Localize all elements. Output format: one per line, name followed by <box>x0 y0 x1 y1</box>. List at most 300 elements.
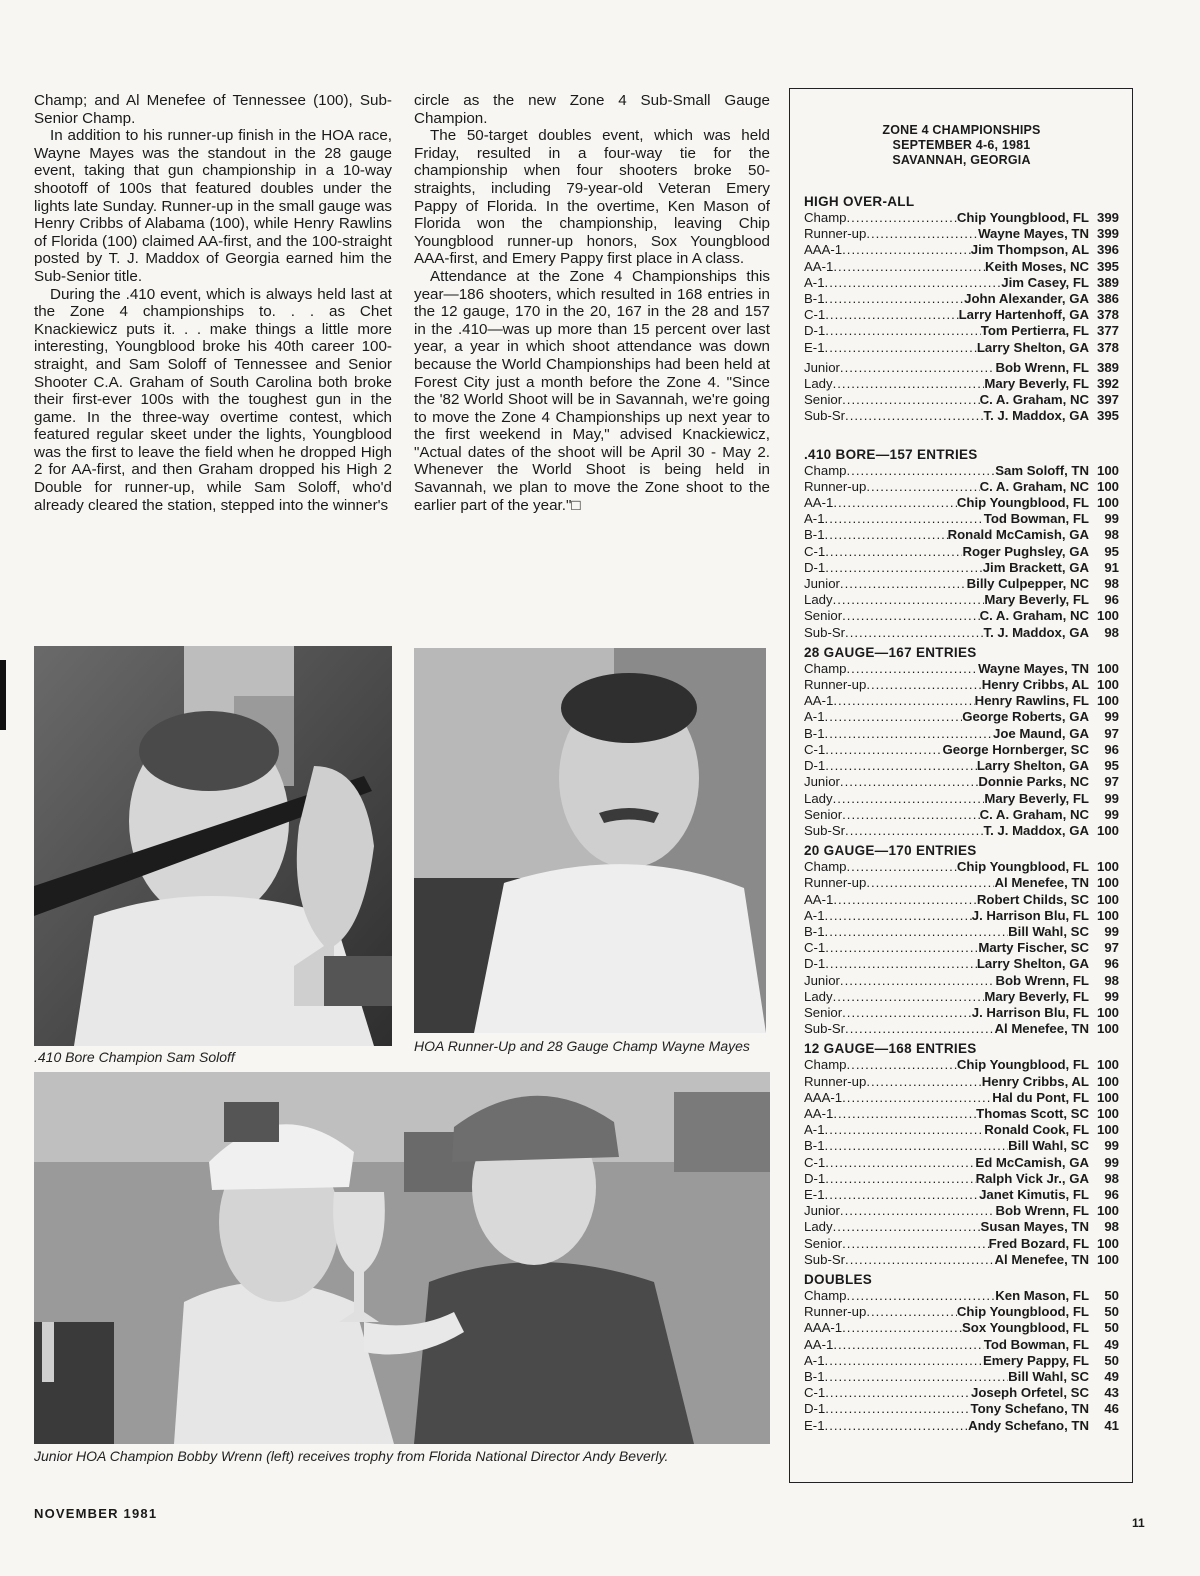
result-row <box>804 210 1119 226</box>
result-class: A-1 <box>804 274 825 290</box>
result-class: Senior <box>804 392 843 408</box>
result-score: 392 <box>1096 376 1119 392</box>
result-class: A-1 <box>804 1352 825 1368</box>
caption-photo-2: HOA Runner-Up and 28 Gauge Champ Wayne Mayes <box>414 1038 750 1054</box>
result-score: 97 <box>1104 725 1119 741</box>
result-class: E-1 <box>804 1186 825 1202</box>
result-name: Bill Wahl, SC <box>1008 1369 1089 1384</box>
result-score: 100 <box>1096 1251 1119 1267</box>
leader-dots <box>825 323 981 339</box>
result-score: 389 <box>1096 274 1119 290</box>
result-score: 96 <box>1104 956 1119 972</box>
leader-dots <box>845 408 983 424</box>
leader-dots <box>845 823 983 839</box>
result-name: Hal du Pont, FL <box>992 1089 1089 1105</box>
result-name: Joe Maund, GA <box>993 725 1089 741</box>
result-class: Senior <box>804 1235 843 1251</box>
result-score: 100 <box>1096 1021 1119 1037</box>
result-score: 98 <box>1104 624 1119 640</box>
result-name: Henry Cribbs, AL <box>981 677 1089 693</box>
result-name: Andy Schefano, TN <box>968 1417 1089 1433</box>
result-class: Lady <box>804 376 833 392</box>
leader-dots <box>845 1252 994 1268</box>
result-score: 100 <box>1096 1057 1119 1073</box>
result-score: 100 <box>1096 822 1119 838</box>
result-row <box>804 1138 1119 1154</box>
result-name: Ed McCamish, GA <box>975 1154 1089 1170</box>
result-score: 100 <box>1096 1122 1119 1138</box>
page-number: 11 <box>1132 1516 1145 1530</box>
result-row <box>804 226 1119 242</box>
result-score: 50 <box>1104 1320 1119 1336</box>
result-name: Jim Thompson, AL <box>970 242 1089 258</box>
result-score: 46 <box>1104 1401 1119 1417</box>
leader-dots <box>842 242 971 258</box>
leader-dots <box>825 1171 975 1187</box>
result-name: Al Menefee, TN <box>994 1021 1089 1037</box>
result-class: C-1 <box>804 307 826 323</box>
result-score: 95 <box>1104 543 1119 559</box>
article-paragraph: During the .410 event, which is always held last at the Zone 4 championships to. . . as Chet Knackiewicz puts it. . . make things a little more interesting, Youngblood broke his 40th career 100-straight, and Sam Soloff of Tennessee and Senior Shooter C.A. Graham of South Carolina both broke their first-ever 100s with the toughest gun in the game. In the three-way overtime contest, which featured regular skeet under the lights, Youngblood was the first to leave the field when he dropped High 2 for AA-first, and then Graham dropped his High 2 Double for runner-up, while Sam Soloff, who'd already cleared the station, stepped into the winner's <box>34 285 392 514</box>
result-class: AA-1 <box>804 258 834 274</box>
leader-dots <box>825 709 963 725</box>
result-class: Senior <box>804 806 843 822</box>
article-paragraph: In addition to his runner-up finish in the HOA race, Wayne Mayes was the standout in the 28 gauge event, taking that gun championship in a 10-way shootoff of 100s that featured doubles under the lights late Sunday. Runner-up in the small gauge was Henry Cribbs of Alabama (100), while Henry Rawlins of Florida (100) claimed AA-first, and the 100-straight posted by T. J. Maddox of Georgia earned him the Sub-Senior title. <box>34 127 392 285</box>
result-class: C-1 <box>804 1385 826 1401</box>
photo-wayne-mayes <box>414 648 766 1033</box>
result-row <box>804 1418 1119 1434</box>
result-score: 95 <box>1104 758 1119 774</box>
leader-dots <box>845 625 983 641</box>
result-name: Henry Cribbs, AL <box>981 1073 1089 1089</box>
result-score: 100 <box>1096 875 1119 891</box>
result-class: B-1 <box>804 923 825 939</box>
results-title-line: SAVANNAH, GEORGIA <box>892 153 1031 167</box>
result-score: 98 <box>1104 1219 1119 1235</box>
result-row <box>804 259 1119 275</box>
result-score: 97 <box>1104 940 1119 956</box>
photo-sam-soloff <box>34 646 392 1046</box>
result-score: 49 <box>1104 1336 1119 1352</box>
result-name: C. A. Graham, NC <box>979 608 1089 624</box>
result-row <box>804 859 1119 875</box>
result-name: Tony Schefano, TN <box>970 1401 1089 1417</box>
result-name: Sam Soloff, TN <box>995 462 1089 478</box>
result-row <box>804 323 1119 339</box>
result-row <box>804 1203 1119 1219</box>
article-paragraph: The 50-target doubles event, which was held Friday, resulted in a four-way tie for the championship when four shooters broke 50-straights, including 79-year-old Veteran Emery Pappy of Florida. In the overtime, Ken Mason of Florida won the championship, leaving Chip Youngblood runner-up honors, Sox Youngblood AAA-first, and Emery Pappy first place in A class. <box>414 127 770 268</box>
result-row <box>804 758 1119 774</box>
result-class: E-1 <box>804 1417 825 1433</box>
result-name: Al Menefee, TN <box>994 1251 1089 1267</box>
result-score: 96 <box>1104 1186 1119 1202</box>
leader-dots <box>847 1057 957 1073</box>
result-name: Tod Bowman, FL <box>983 511 1089 527</box>
caption-photo-3: Junior HOA Champion Bobby Wrenn (left) receives trophy from Florida National Director Andy Beverly. <box>34 1448 669 1464</box>
leader-dots <box>842 1005 972 1021</box>
result-row <box>804 1236 1119 1252</box>
result-name: Ronald Cook, FL <box>984 1122 1089 1138</box>
leader-dots <box>825 291 965 307</box>
result-name: Jim Casey, FL <box>1001 274 1089 290</box>
leader-dots <box>825 956 977 972</box>
result-row <box>804 823 1119 839</box>
result-row <box>804 592 1119 608</box>
result-score: 96 <box>1104 741 1119 757</box>
result-row <box>804 275 1119 291</box>
leader-dots <box>833 376 985 392</box>
result-name: Janet Kimutis, FL <box>979 1186 1089 1202</box>
leader-dots <box>825 1369 1009 1385</box>
result-class: Runner-up <box>804 478 867 494</box>
article-paragraph: Champ; and Al Menefee of Tennessee (100), Sub-Senior Champ. <box>34 92 392 127</box>
result-name: Henry Rawlins, FL <box>974 693 1089 709</box>
leader-dots <box>842 1320 962 1336</box>
result-row <box>804 625 1119 641</box>
leader-dots <box>842 1090 992 1106</box>
leader-dots <box>866 677 981 693</box>
result-class: D-1 <box>804 1170 826 1186</box>
result-name: Bill Wahl, SC <box>1008 1138 1089 1154</box>
leader-dots <box>825 560 982 576</box>
result-row <box>804 693 1119 709</box>
leader-dots <box>825 544 962 560</box>
results-section-title: DOUBLES <box>804 1271 873 1287</box>
result-score: 98 <box>1104 1170 1119 1186</box>
result-class: Champ <box>804 859 847 875</box>
leader-dots <box>866 226 978 242</box>
result-score: 99 <box>1104 790 1119 806</box>
result-name: Larry Shelton, GA <box>976 339 1089 355</box>
leader-dots <box>825 1353 983 1369</box>
results-section-title: 28 GAUGE—167 ENTRIES <box>804 644 977 660</box>
result-name: Thomas Scott, SC <box>976 1105 1089 1121</box>
result-score: 50 <box>1104 1287 1119 1303</box>
result-name: Al Menefee, TN <box>994 875 1089 891</box>
result-name: Mary Beverly, FL <box>984 988 1089 1004</box>
result-name: J. Harrison Blu, FL <box>971 907 1089 923</box>
leader-dots <box>833 892 977 908</box>
result-score: 377 <box>1096 323 1119 339</box>
result-row <box>804 807 1119 823</box>
result-score: 389 <box>1096 359 1119 375</box>
leader-dots <box>825 1385 971 1401</box>
results-section-title: .410 BORE—157 ENTRIES <box>804 446 978 462</box>
result-name: T. J. Maddox, GA <box>983 822 1089 838</box>
result-row <box>804 1021 1119 1037</box>
result-name: John Alexander, GA <box>964 291 1089 307</box>
result-class: Senior <box>804 1004 843 1020</box>
result-score: 98 <box>1104 576 1119 592</box>
result-class: D-1 <box>804 758 826 774</box>
result-score: 397 <box>1096 392 1119 408</box>
result-score: 100 <box>1096 1073 1119 1089</box>
result-row <box>804 742 1119 758</box>
result-name: Donnie Parks, NC <box>978 774 1089 790</box>
result-name: Mary Beverly, FL <box>984 790 1089 806</box>
leader-dots <box>833 693 974 709</box>
result-row <box>804 1401 1119 1417</box>
result-row <box>804 726 1119 742</box>
result-score: 96 <box>1104 592 1119 608</box>
result-class: Junior <box>804 972 840 988</box>
result-name: Ralph Vick Jr., GA <box>975 1170 1089 1186</box>
result-class: Lady <box>804 592 833 608</box>
results-sections <box>804 194 1119 1434</box>
result-row <box>804 608 1119 624</box>
result-row <box>804 892 1119 908</box>
result-row <box>804 774 1119 790</box>
result-class: B-1 <box>804 725 825 741</box>
result-row <box>804 511 1119 527</box>
result-class: Junior <box>804 576 840 592</box>
leader-dots <box>840 360 996 376</box>
result-class: Runner-up <box>804 677 867 693</box>
leader-dots <box>833 1337 983 1353</box>
leader-dots <box>847 1288 996 1304</box>
result-name: C. A. Graham, NC <box>979 806 1089 822</box>
leader-dots <box>833 989 985 1005</box>
result-row <box>804 392 1119 408</box>
result-score: 100 <box>1096 462 1119 478</box>
leader-dots <box>833 495 957 511</box>
leader-dots <box>825 275 1002 291</box>
result-row <box>804 242 1119 258</box>
result-name: George Roberts, GA <box>962 709 1089 725</box>
leader-dots <box>845 1021 994 1037</box>
leader-dots <box>825 511 984 527</box>
result-score: 91 <box>1104 559 1119 575</box>
result-row <box>804 1106 1119 1122</box>
results-section-title: HIGH OVER-ALL <box>804 194 915 209</box>
result-class: A-1 <box>804 709 825 725</box>
result-name: T. J. Maddox, GA <box>983 624 1089 640</box>
result-row <box>804 1057 1119 1073</box>
result-row <box>804 1304 1119 1320</box>
leader-dots <box>847 661 979 677</box>
result-class: Sub-Sr <box>804 1021 846 1037</box>
result-class: E-1 <box>804 339 825 355</box>
leader-dots <box>866 1074 981 1090</box>
result-class: B-1 <box>804 291 825 307</box>
result-class: A-1 <box>804 511 825 527</box>
result-row <box>804 973 1119 989</box>
result-score: 378 <box>1096 307 1119 323</box>
article-column-1 <box>34 92 392 514</box>
result-row <box>804 463 1119 479</box>
result-row <box>804 875 1119 891</box>
result-row <box>804 1155 1119 1171</box>
page-edge-mark <box>0 660 6 730</box>
result-score: 100 <box>1096 1089 1119 1105</box>
result-class: D-1 <box>804 956 826 972</box>
leader-dots <box>825 726 993 742</box>
result-score: 100 <box>1096 677 1119 693</box>
result-row <box>804 291 1119 307</box>
result-score: 100 <box>1096 693 1119 709</box>
leader-dots <box>825 742 942 758</box>
result-name: Larry Hartenhoff, GA <box>958 307 1089 323</box>
result-score: 99 <box>1104 988 1119 1004</box>
result-score: 100 <box>1096 1105 1119 1121</box>
result-row <box>804 924 1119 940</box>
result-name: Chip Youngblood, FL <box>956 1057 1089 1073</box>
results-section-title: 20 GAUGE—170 ENTRIES <box>804 843 977 859</box>
result-score: 41 <box>1104 1417 1119 1433</box>
result-name: Larry Shelton, GA <box>976 758 1089 774</box>
result-row <box>804 527 1119 543</box>
result-class: AA-1 <box>804 495 834 511</box>
result-name: J. Harrison Blu, FL <box>971 1004 1089 1020</box>
issue-date: NOVEMBER 1981 <box>34 1506 158 1521</box>
result-score: 100 <box>1096 478 1119 494</box>
result-name: Larry Shelton, GA <box>976 956 1089 972</box>
result-class: AAA-1 <box>804 242 843 258</box>
results-title-line: SEPTEMBER 4-6, 1981 <box>892 138 1031 152</box>
result-name: Robert Childs, SC <box>976 891 1089 907</box>
result-score: 43 <box>1104 1385 1119 1401</box>
result-row <box>804 1171 1119 1187</box>
result-name: Tom Pertierra, FL <box>980 323 1089 339</box>
result-row <box>804 791 1119 807</box>
result-score: 99 <box>1104 511 1119 527</box>
result-name: Chip Youngblood, FL <box>956 495 1089 511</box>
result-score: 50 <box>1104 1304 1119 1320</box>
result-score: 100 <box>1096 660 1119 676</box>
result-row <box>804 1369 1119 1385</box>
result-name: Chip Youngblood, FL <box>956 859 1089 875</box>
result-score: 99 <box>1104 806 1119 822</box>
result-class: Runner-up <box>804 1073 867 1089</box>
leader-dots <box>840 576 967 592</box>
result-name: Jim Brackett, GA <box>982 559 1089 575</box>
result-class: B-1 <box>804 1369 825 1384</box>
result-score: 99 <box>1104 1154 1119 1170</box>
result-score: 395 <box>1096 258 1119 274</box>
result-class: Junior <box>804 359 840 375</box>
result-score: 100 <box>1096 608 1119 624</box>
result-class: Sub-Sr <box>804 624 846 640</box>
result-row <box>804 709 1119 725</box>
result-row <box>804 1385 1119 1401</box>
result-name: Bill Wahl, SC <box>1008 923 1089 939</box>
result-row <box>804 1090 1119 1106</box>
result-class: B-1 <box>804 1138 825 1154</box>
result-score: 100 <box>1096 1004 1119 1020</box>
result-name: Chip Youngblood, FL <box>956 210 1089 225</box>
result-class: Champ <box>804 1057 847 1073</box>
leader-dots <box>842 1236 989 1252</box>
result-score: 50 <box>1104 1352 1119 1368</box>
result-row <box>804 340 1119 356</box>
photo-bobby-wrenn-andy-beverly <box>34 1072 770 1444</box>
result-score: 100 <box>1096 495 1119 511</box>
leader-dots <box>825 1138 1009 1154</box>
result-row <box>804 1353 1119 1369</box>
result-name: Bob Wrenn, FL <box>995 1203 1089 1219</box>
leader-dots <box>842 608 979 624</box>
result-row <box>804 1288 1119 1304</box>
result-class: Junior <box>804 1203 840 1219</box>
result-name: Chip Youngblood, FL <box>956 1304 1089 1320</box>
result-class: C-1 <box>804 940 826 956</box>
result-name: Mary Beverly, FL <box>984 592 1089 608</box>
result-class: C-1 <box>804 543 826 559</box>
results-title <box>804 123 1119 168</box>
result-score: 378 <box>1096 339 1119 355</box>
result-row <box>804 560 1119 576</box>
result-name: Wayne Mayes, TN <box>978 226 1089 242</box>
result-name: Marty Fischer, SC <box>978 940 1089 956</box>
result-class: Lady <box>804 1219 833 1235</box>
leader-dots <box>825 940 978 956</box>
result-score: 49 <box>1104 1369 1119 1384</box>
leader-dots <box>825 1418 969 1434</box>
results-title-line: ZONE 4 CHAMPIONSHIPS <box>882 123 1041 137</box>
result-name: George Hornberger, SC <box>942 741 1089 757</box>
result-name: Keith Moses, NC <box>984 258 1089 274</box>
result-name: Emery Pappy, FL <box>982 1352 1089 1368</box>
result-name: Sox Youngblood, FL <box>962 1320 1089 1336</box>
result-class: Lady <box>804 790 833 806</box>
leader-dots <box>825 1187 980 1203</box>
result-row <box>804 1219 1119 1235</box>
leader-dots <box>825 1401 970 1417</box>
result-class: AA-1 <box>804 891 834 907</box>
result-row <box>804 376 1119 392</box>
leader-dots <box>847 859 957 875</box>
result-class: Sub-Sr <box>804 408 846 424</box>
leader-dots <box>825 758 977 774</box>
result-row <box>804 495 1119 511</box>
result-row <box>804 360 1119 376</box>
result-name: C. A. Graham, NC <box>979 392 1089 408</box>
result-class: AA-1 <box>804 1105 834 1121</box>
result-name: Roger Pughsley, GA <box>962 543 1089 559</box>
result-score: 98 <box>1104 972 1119 988</box>
leader-dots <box>840 973 996 989</box>
result-name: Wayne Mayes, TN <box>978 660 1089 676</box>
result-name: Bob Wrenn, FL <box>995 972 1089 988</box>
result-score: 395 <box>1096 408 1119 424</box>
result-score: 386 <box>1096 291 1119 307</box>
result-score: 396 <box>1096 242 1119 258</box>
result-class: Senior <box>804 608 843 624</box>
result-class: Sub-Sr <box>804 1251 846 1267</box>
leader-dots <box>825 340 977 356</box>
result-name: Joseph Orfetel, SC <box>971 1385 1089 1401</box>
result-name: C. A. Graham, NC <box>979 478 1089 494</box>
result-class: D-1 <box>804 1401 826 1417</box>
leader-dots <box>847 463 996 479</box>
result-row <box>804 1005 1119 1021</box>
result-name: Fred Bozard, FL <box>988 1235 1089 1251</box>
result-class: A-1 <box>804 907 825 923</box>
result-class: AA-1 <box>804 1336 834 1352</box>
leader-dots <box>825 924 1009 940</box>
leader-dots <box>866 1304 957 1320</box>
result-class: AA-1 <box>804 693 834 709</box>
leader-dots <box>833 1219 981 1235</box>
result-score: 97 <box>1104 774 1119 790</box>
result-score: 100 <box>1096 891 1119 907</box>
leader-dots <box>847 210 957 226</box>
results-table <box>789 88 1133 1483</box>
leader-dots <box>866 875 994 891</box>
article-column-2 <box>414 92 770 514</box>
result-class: Runner-up <box>804 1304 867 1320</box>
result-score: 100 <box>1096 1203 1119 1219</box>
